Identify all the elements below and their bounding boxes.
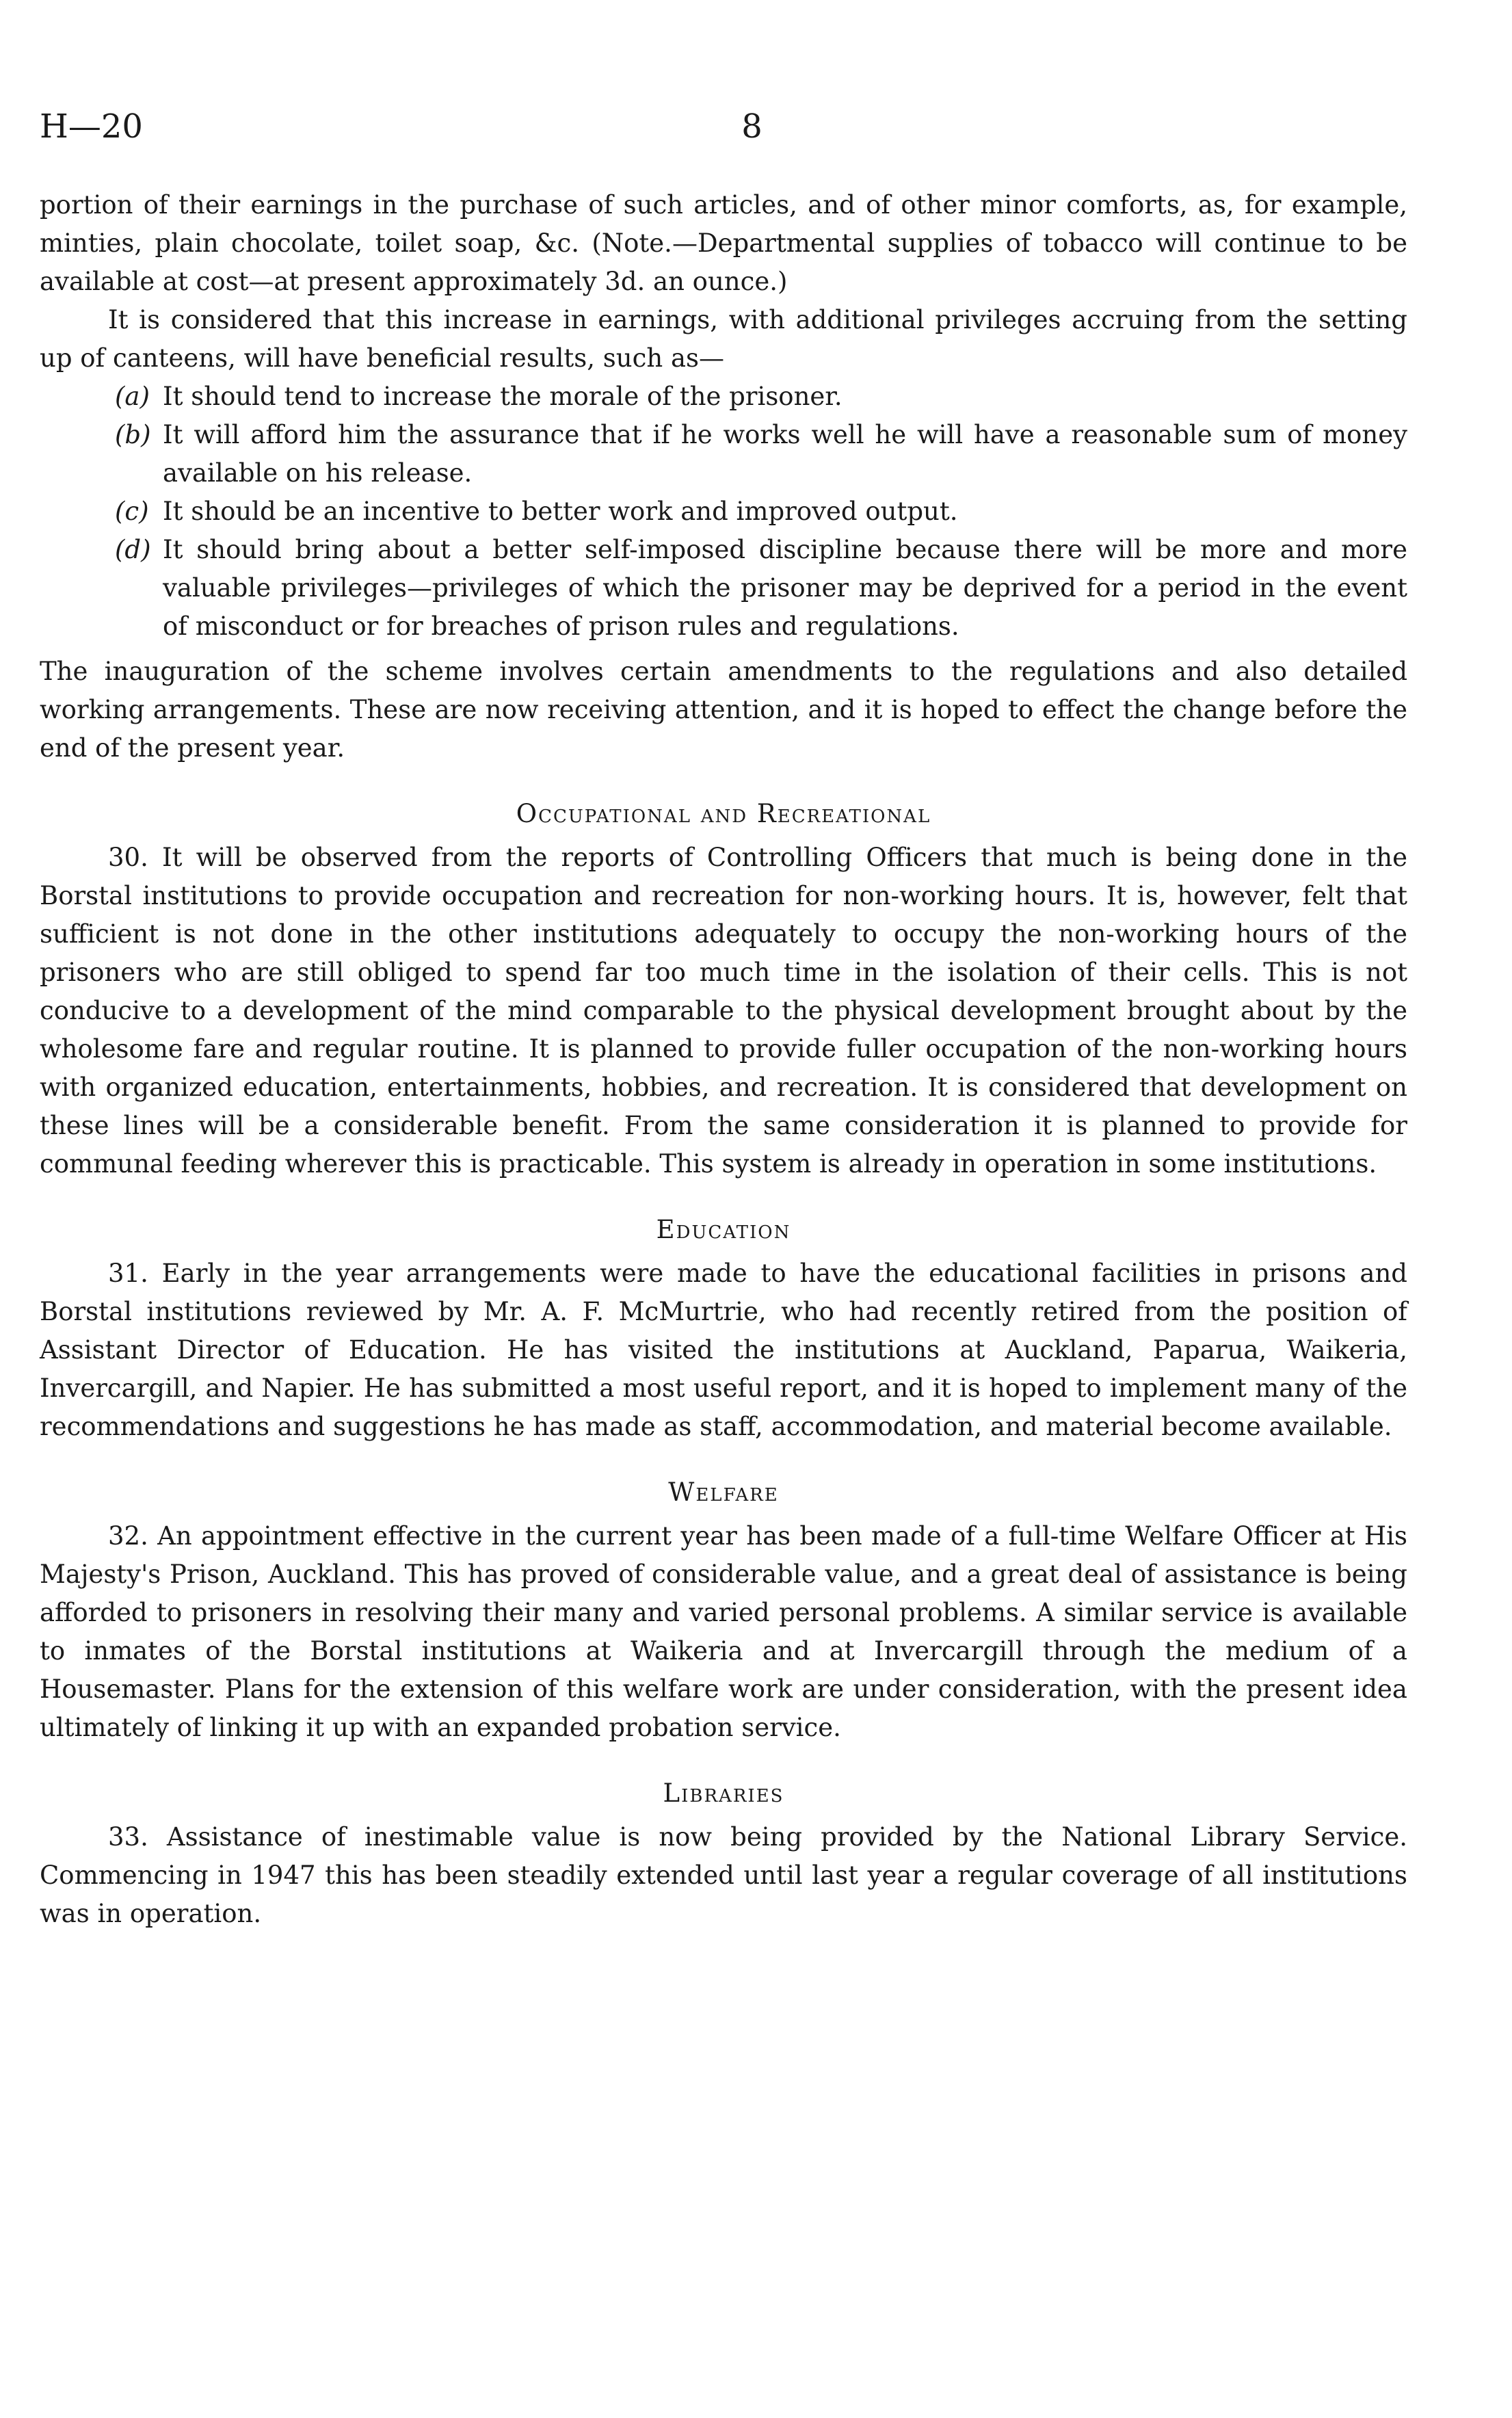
section-heading-welfare: Welfare bbox=[668, 1477, 779, 1507]
section-paragraph-31: 31. Early in the year arrangements were made to have the educational facilities in prisons and Borstal institutions reviewed by Mr. A. F. McMurtrie, who had recently retired from the position of Assistant Director of Education. He has visited the institutions at Auckland, Paparua, Waikeria, Invercargill, and Napier. He has submitted a most useful report, and it is hoped to implement many of the recommendations and suggestions he has made as staff, accommodation, and material become available. bbox=[40, 1259, 1407, 1441]
section-paragraph-32: 32. An appointment effective in the current year has been made of a full-time Welfare Officer at His Majesty's Prison, Auckland. This has proved of considerable value, and a great deal of assistance is being afforded to prisoners in resolving their many and varied personal problems. A similar service is available to inmates of the Borstal institutions at Waikeria and at Invercargill through the medium of a Housemaster. Plans for the extension of this welfare work are under consideration, with the present idea ultimately of linking it up with an expanded probation service. bbox=[40, 1521, 1407, 1742]
page-number: 8 bbox=[741, 107, 762, 146]
list-item-text: It should bring about a better self-imposed discipline because there will be more and more valuable privileges—privileges of which the prisoner may be deprived for a period in the event of misconduct or for breaches of prison rules and regulations. bbox=[163, 535, 1407, 641]
list-item-label: (d) bbox=[115, 535, 151, 564]
list-item-label: (c) bbox=[115, 497, 149, 526]
section-paragraph-30: 30. It will be observed from the reports of Controlling Officers that much is being done in the Borstal institutions to provide occupation and recreation for non-working hours. It is, however, felt that sufficient is not done in the other institutions adequately to occupy the non-working hours of the prisoners who are still obliged to spend far too much time in the isolation of their cells. This is not conducive to a development of the mind comparable to the physical development brought about by the wholesome fare and regular routine. It is planned to provide fuller occupation of the non-working hours with organized education, entertainments, hobbies, and recreation. It is considered that development on these lines will be a considerable benefit. From the same consideration it is planned to provide for communal feeding wherever this is practicable. This system is already in operation in some institutions. bbox=[40, 843, 1407, 1179]
list-item-label: (b) bbox=[115, 420, 151, 449]
scheme-paragraph: The inauguration of the scheme involves certain amendments to the regulations and also detailed working arrangements. These are now receiving attention, and it is hoped to effect the change before the end of the present year. bbox=[40, 657, 1407, 763]
section-heading-education: Education bbox=[656, 1215, 791, 1244]
list-item-label: (a) bbox=[115, 382, 150, 411]
list-item-text: It will afford him the assurance that if he works well he will have a reasonable sum of money available on his release. bbox=[163, 420, 1407, 488]
section-heading-libraries: Libraries bbox=[663, 1778, 784, 1808]
benefits-list bbox=[40, 378, 1407, 646]
list-item bbox=[40, 416, 1407, 492]
page-body bbox=[40, 186, 1407, 1933]
page-header bbox=[40, 103, 1464, 150]
list-item-text: It should tend to increase the morale of the prisoner. bbox=[163, 382, 843, 411]
document-code: H—20 bbox=[40, 107, 143, 146]
section-heading-occupational: Occupational and Recreational bbox=[516, 799, 931, 828]
continued-paragraph: portion of their earnings in the purchase of such articles, and of other minor comforts, as, for example, minties, plain chocolate, toilet soap, &c. (Note.—Departmental supplies of tobacco will continue to be available at cost—at present approximately 3d. an ounce.) bbox=[40, 190, 1407, 296]
section-paragraph-33: 33. Assistance of inestimable value is now being provided by the National Library Service. Commencing in 1947 this has been steadily extended until last year a regular coverage of all institutions was in operation. bbox=[40, 1822, 1407, 1928]
list-item bbox=[40, 531, 1407, 646]
benefits-intro-paragraph: It is considered that this increase in earnings, with additional privileges accruing from the setting up of canteens, will have beneficial results, such as— bbox=[40, 305, 1407, 373]
list-item bbox=[40, 492, 1407, 531]
list-item bbox=[40, 378, 1407, 416]
list-item-text: It should be an incentive to better work and improved output. bbox=[163, 497, 958, 526]
